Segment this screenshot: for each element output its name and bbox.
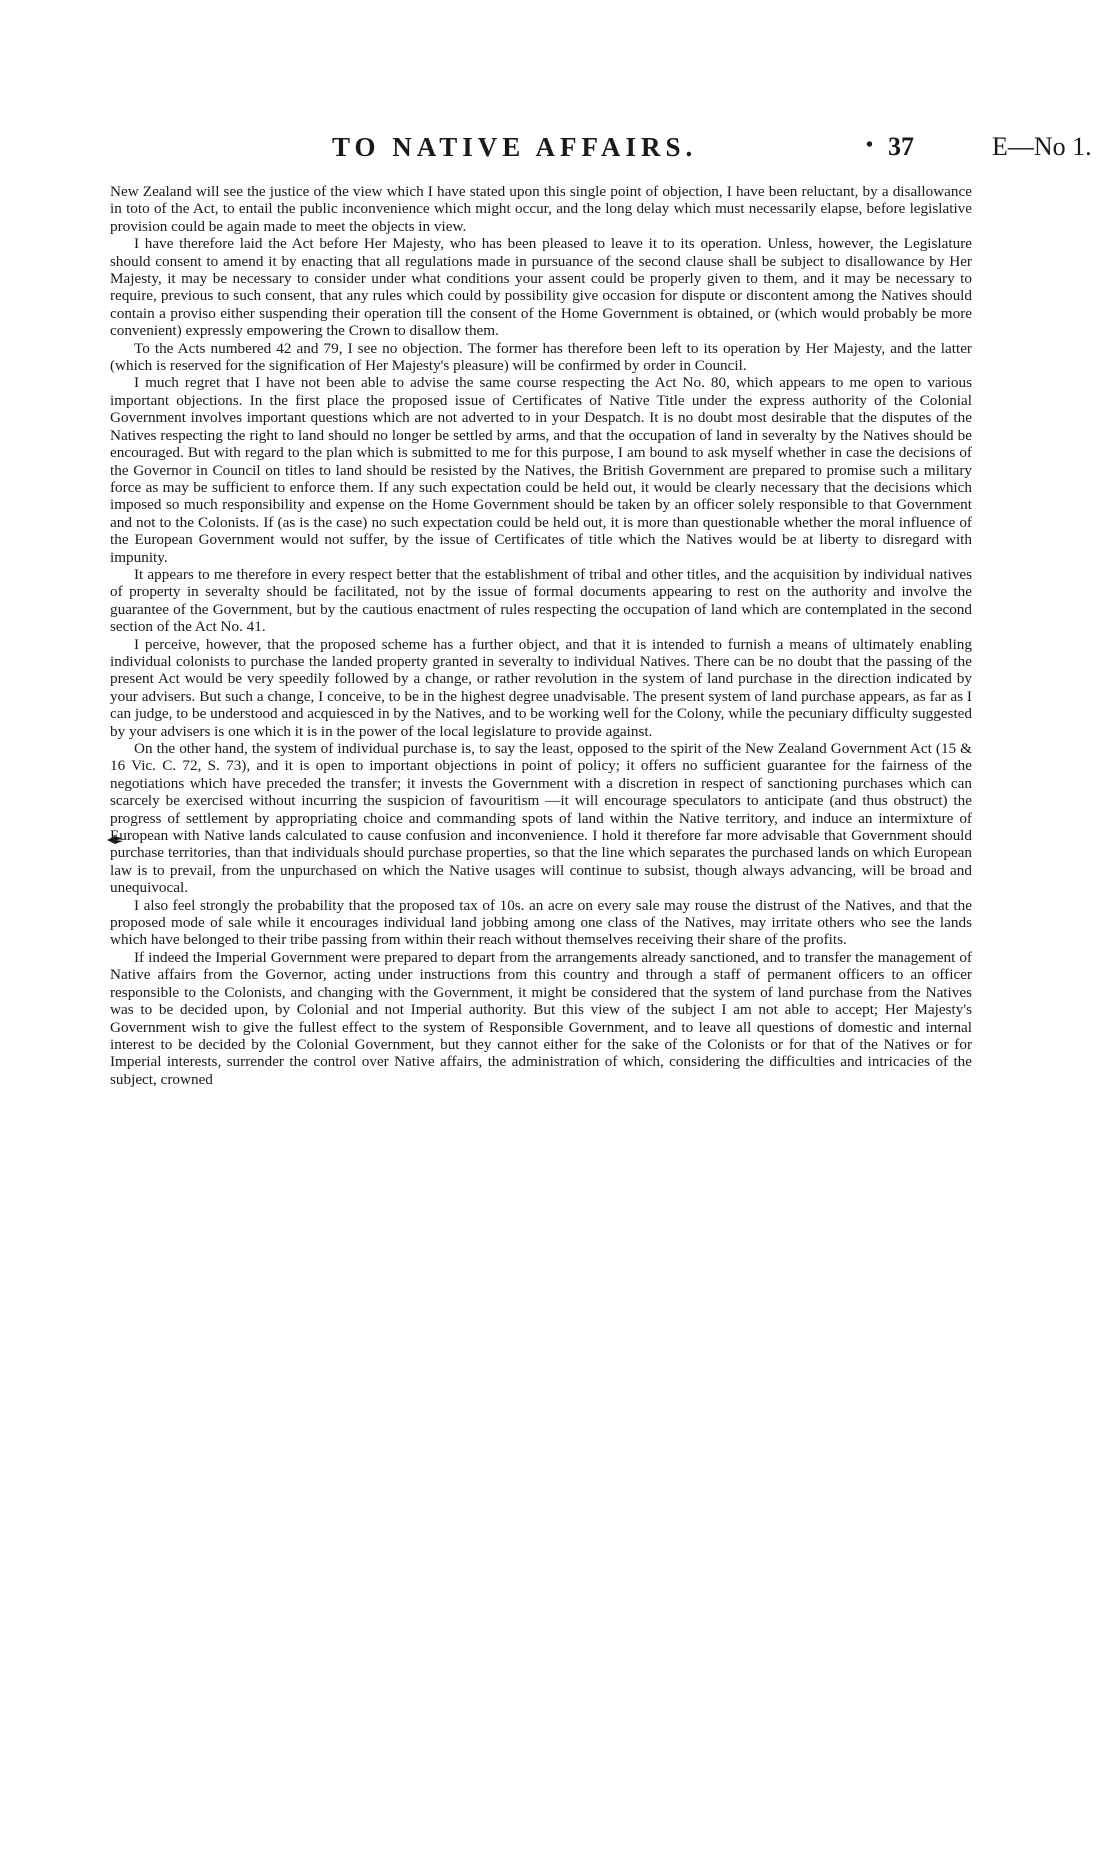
running-header [0, 132, 1114, 164]
document-reference: E—No 1. [992, 132, 1092, 161]
header-dot-mark: • [866, 134, 874, 156]
body-text [110, 183, 972, 1088]
paragraph: To the Acts numbered 42 and 79, I see no objection. The former has therefore been left to its operation by Her Majesty, and the latter (which is reserved for the signification of Her Majesty's pleasure) will be confirmed by order in Council. [110, 339, 972, 375]
page-number: 37 [888, 132, 914, 161]
paragraph: I much regret that I have not been able to advise the same course respecting the Act No. 80, which appears to me open to various important objections. In the first place the proposed issue of Certificates of Native Title under the express authority of the Colonial Government involves important questions which are not adverted to in your Despatch. It is no doubt most desirable that the disputes of the Natives respecting the right to land should no longer be settled by arms, and that the occupation of land in severalty by the Natives should be encouraged. But with regard to the plan which is submitted to me for this purpose, I am bound to ask myself whether in case the decisions of the Governor in Council on titles to land should be resisted by the Natives, the British Government are prepared to promise such a military force as may be sufficient to enforce them. If any such expectation could be held out, it would be clearly necessary that the decisions which imposed so much responsibility and expense on the Home Government should be taken by an officer solely responsible to that Government and not to the Colonists. If (as is the case) no such expectation could be held out, it is more than questionable whether the moral influence of the European Government would not suffer, by the issue of Certificates of title which the Natives would be at liberty to disregard with impunity. [110, 374, 972, 566]
paragraph: I also feel strongly the probability that the proposed tax of 10s. an acre on every sale may rouse the distrust of the Natives, and that the proposed mode of sale while it encourages individual land jobbing among one class of the Natives, may irritate others who see the lands which have belonged to their tribe passing from within their reach without themselves receiving their share of the profits. [110, 896, 972, 949]
paragraph: It appears to me therefore in every respect better that the establishment of tribal and other titles, and the acquisition by individual natives of property in severalty should be facilitated, not by the issue of formal documents appearing to rest on the authority and involve the guarantee of the Government, but by the cautious enactment of rules respecting the occupation of land which are contemplated in the second section of the Act No. 41. [110, 565, 972, 636]
paragraph: On the other hand, the system of individual purchase is, to say the least, opposed to the spirit of the New Zealand Government Act (15 & 16 Vic. C. 72, S. 73), and it is open to important objections in point of policy; it offers no sufficient guarantee for the fairness of the negotiations which have preceded the transfer; it invests the Government with a discretion in respect of sanctioning purchases which can scarcely be exercised without incurring the suspicion of favouritism —it will encourage speculators to anticipate (and thus obstruct) the progress of settlement by appropriating choice and commanding spots of land within the Native territory, and induce an intermixture of European with Native lands calculated to cause confusion and inconvenience. I hold it therefore far more advisable that Government should purchase territories, than that individuals should purchase properties, so that the line which separates the purchased lands on which European law is to prevail, from the unpurchased on which the Native usages will continue to subsist, though always advancing, will be broad and unequivocal. [110, 740, 972, 897]
paragraph: I have therefore laid the Act before Her Majesty, who has been pleased to leave it to its operation. Unless, however, the Legislature should consent to amend it by enacting that all regulations made in pursuance of the second clause shall be subject to disallowance by Her Majesty, it may be necessary to consider under what conditions your assent could be properly given to them, and it may be necessary to require, previous to such consent, that any rules which could by possibility give occasion for dispute or discontent among the Natives should contain a proviso either suspending their operation till the consent of the Home Government is obtained, or (which would probably be more convenient) expressly empowering the Crown to disallow them. [110, 235, 972, 340]
page-title: TO NATIVE AFFAIRS. [332, 132, 698, 162]
paragraph: I perceive, however, that the proposed scheme has a further object, and that it is intended to furnish a means of ultimately enabling individual colonists to purchase the landed property granted in severalty to individual Natives. There can be no doubt that the passing of the present Act would be very speedily followed by a change, or rather revolution in the system of land purchase in the direction indicated by your advisers. But such a change, I conceive, to be in the highest degree unadvisable. The present system of land purchase appears, as far as I can judge, to be understood and acquiesced in by the Natives, and to be working well for the Colony, while the pecuniary difficulty suggested by your advisers is one which it is in the power of the local legislature to provide against. [110, 635, 972, 740]
paragraph: If indeed the Imperial Government were prepared to depart from the arrangements already sanctioned, and to transfer the management of Native affairs from the Governor, acting under instructions from this country and through a staff of permanent officers to an officer responsible to the Colonists, and changing with the Government, it might be considered that the system of land purchase from the Natives was to be decided upon, by Colonial and not Imperial authority. But this view of the subject I am not able to accept; Her Majesty's Government wish to give the fullest effect to the system of Responsible Government, and to leave all questions of domestic and internal interest to be decided by the Colonial Government, but they cannot either for the sake of the Colonists or for that of the Natives or for Imperial interests, surrender the control over Native affairs, the administration of which, considering the difficulties and intricacies of the subject, crowned [110, 948, 972, 1088]
paragraph: New Zealand will see the justice of the view which I have stated upon this single point of objection, I have been reluctant, by a disallowance in toto of the Act, to entail the public inconvenience which might occur, and the long delay which must necessarily elapse, before legislative provision could be again made to meet the objects in view. [110, 183, 972, 235]
